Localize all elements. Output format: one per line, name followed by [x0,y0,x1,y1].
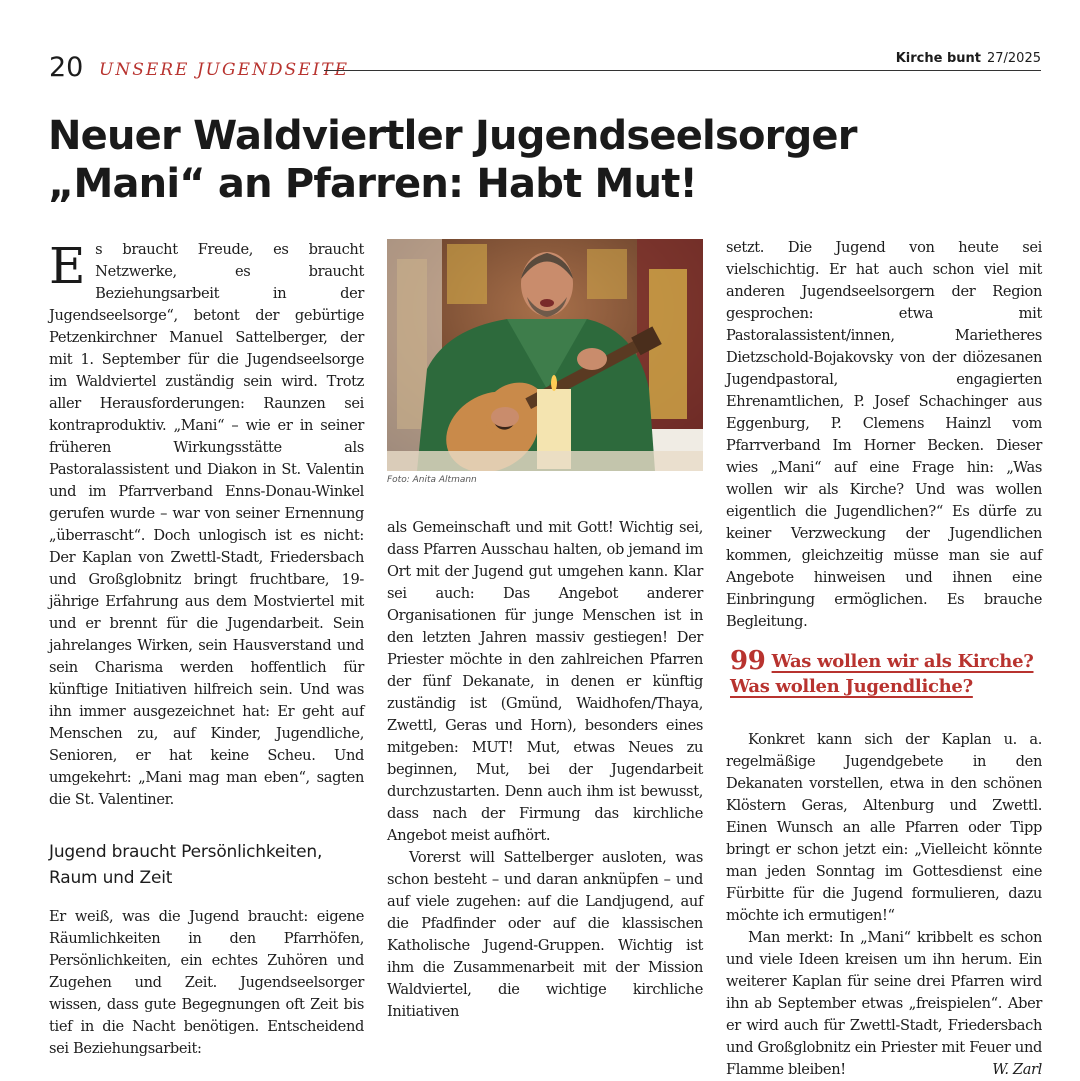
pull-quote-text: Was wollen wir als Kirche? Was wollen Jugendliche? [730,651,1034,697]
pull-quote [730,646,1042,699]
quote-mark-icon: 99 [730,646,766,676]
article-column-3 [726,237,1042,1081]
headline-line-2: „Mani“ an Pfarren: Habt Mut! [48,161,697,207]
article-column-2 [387,517,703,1023]
page-number: 20 [49,52,84,83]
author-byline: W. Zarl [992,1061,1042,1078]
paragraph-7 [726,927,1042,1081]
paragraph-4: Vorerst will Sattelberger ausloten, was schon besteht – und daran anknüpfen – und auf viele zugehen: auf die Landjugend, auf die Pfadfinder oder auf die klassischen Katholische Jugend-Gruppen. Wichtig ist ihm die Zusammenarbeit mit der Mission Waldviertel, die wichtige kirchliche Initiativen [387,849,703,1020]
paragraph-2: Er weiß, was die Jugend braucht: eigene Räumlichkeiten in den Pfarrhöfen, Persönlichkeiten, ein echtes Zuhören und Zugehen und Zeit. Jugendseelsorger wissen, dass gute Begegnungen oft Zeit bis tief in die Nacht benötigen. Entscheidend sei Beziehungsarbeit: [49,908,364,1057]
page-header [49,50,1041,90]
intro-paragraph [49,239,364,811]
photo-priest-guitar [387,239,703,471]
headline [48,112,1048,208]
headline-line-1: Neuer Waldviertler Jugendseelsorger [48,113,857,159]
issue-number: 27/2025 [986,51,1041,66]
publication-name: Kirche bunt [895,51,981,66]
paragraph-3: als Gemeinschaft und mit Gott! Wichtig sei, dass Pfarren Ausschau halten, ob jemand im Ort mit der Jugend gut umgehen kann. Klar sei auch: Das Angebot anderer Organisationen für junge Menschen ist in den letzten Jahren massiv gestiegen! Der Priester möchte in den zahlreichen Pfarren der fünf Dekanate, in denen er künftig zuständig ist (Gmünd, Waidhofen/Thaya, Zwettl, Geras und Horn), besonders eines mitgeben: MUT! Mut, etwas Neues zu beginnen, Mut, bei der Jugendarbeit durchzustarten. Denn auch ihm ist bewusst, dass nach der Firmung das kirchliche Angebot meist aufhört. [387,519,703,844]
header-rule [324,70,1041,71]
paragraph-7-text: Man merkt: In „Mani“ kribbelt es schon und viele Ideen kreisen um ihn herum. Ein weiterer Kaplan für seine drei Pfarren wird ihn ab September etwas „freispielen“. Aber er wird auch für Zwettl-Stadt, Friedersbach und Großglobnitz ein Priester mit Feuer und Flamme bleiben! [726,929,1042,1078]
photo-illustration [387,239,703,471]
paragraph-5: setzt. Die Jugend von heute sei vielschichtig. Er hat auch schon viel mit anderen Jugendseelsorgern der Region gesprochen: etwa mit Pastoralassistent/innen, Marietheres Dietzschold-Bojakovsky von der diözesanen Jugendpastoral, engagierten Ehrenamtlichen, P. Josef Schachinger aus Eggenburg, P. Clemens Hainzl vom Pfarrverband Im Horner Becken. Dieser wies „Mani“ auf eine Frage hin: „Was wollen wir als Kirche? Und was wollen eigentlich die Jugendlichen?“ Es dürfe zu keiner Verzweckung der Jugendlichen kommen, gleichzeitig müsse man sie auf Angebote hinweisen und ihnen eine Einbringung ermöglichen. Es brauche Begleitung. [726,239,1042,630]
intro-text: s braucht Freude, es braucht Netzwerke, es braucht Beziehungsarbeit in der Jugendseelsorge“, betont der gebürtige Petzenkirchner Manuel Sattelberger, der mit 1. September für die Jugendseelsorge im Waldviertel zuständig sein wird. Trotz aller Herausforderungen: Raunzen sei kontraproduktiv. „Mani“ – wie er in seiner früheren Wirkungsstätte als Pastoralassistent und Diakon in St. Valentin und im Pfarrverband Enns-Donau-Winkel gerufen wurde – war von seiner Ernennung „überrascht“. Doch unlogisch ist es nicht: Der Kaplan von Zwettl-Stadt, Friedersbach und Großglobnitz bringt fruchtbare, 19-jährige Erfahrung aus dem Mostviertel mit und er brennt für die Jugendarbeit. Sein jahrelanges Wirken, sein Hausverstand und sein Charisma werden hoffentlich für künftige Initiativen hilfreich sein. Und was ihn immer ausgezeichnet hat: Er geht auf Menschen zu, auf Kinder, Jugendliche, Senioren, er hat keine Scheu. Und umgekehrt: „Mani mag man eben“, sagten die St. Valentiner. [49,241,364,808]
photo-credit: Foto: Anita Altmann [387,475,477,485]
subheading: Jugend braucht Persönlichkeiten, Raum und Zeit [49,842,323,888]
section-title: UNSERE JUGENDSEITE [99,60,350,80]
paragraph-6: Konkret kann sich der Kaplan u. a. regelmäßige Jugendgebete in den Dekanaten vorstellen, etwa in den schönen Klöstern Geras, Altenburg und Zwettl. Einen Wunsch an alle Pfarren oder Tipp bringt er schon jetzt ein: „Vielleicht könnte man jeden Sonntag im Gottesdienst eine Fürbitte für die Jugend formulieren, dazu möchte ich ermutigen!“ [726,731,1042,924]
publication-info [896,51,1041,67]
article-column-1 [49,239,364,1060]
drop-cap: E [49,237,86,295]
